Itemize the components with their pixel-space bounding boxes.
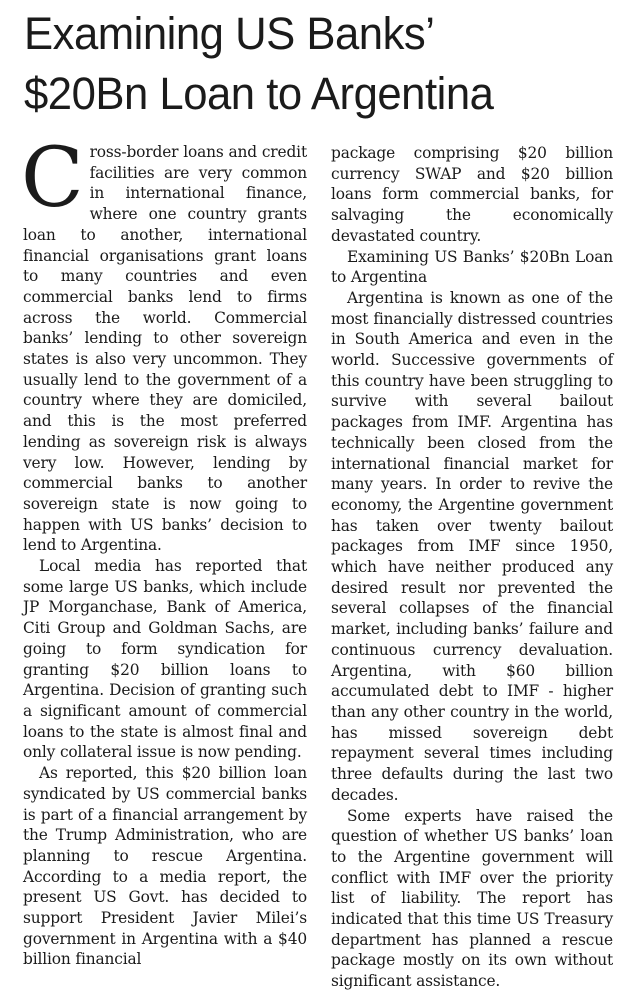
paragraph	[21, 131, 307, 556]
headline-line-1: Examining US Banks’	[24, 8, 435, 59]
headline-line-2: $20Bn Loan to Argentina	[24, 68, 494, 119]
subheading: Examining US Banks’ $20Bn Loan to Argentina	[331, 247, 613, 287]
headline	[24, 4, 596, 124]
article-column-left	[21, 131, 307, 970]
paragraph: Some experts have raised the question of whether US banks’ loan to the Argentine government will conflict with IMF over the priority list of liability. The report has indicated that this time US Treasury department has planned a rescue package mostly on its own without significant assistance.	[331, 806, 613, 991]
paragraph: Local media has reported that some large US banks, which include JP Morganchase, Bank of America, Citi Group and Goldman Sachs, are going to form syndication for granting $20 billion loans to Argentina. Decision of granting such a significant amount of commercial loans to the state is almost final and only collateral issue is now pending.	[23, 557, 307, 762]
paragraph: As reported, this $20 billion loan syndicated by US commercial banks is part of a financial arrangement by the Trump Administration, who are planning to rescue Argentina. According to a media report, the present US Govt. has decided to support President Javier Milei’s government in Argentina with a $40 billion financial	[23, 764, 307, 969]
article-column-right	[331, 143, 613, 992]
drop-cap: C	[21, 131, 84, 226]
paragraph-continued: package comprising $20 billion currency SWAP and $20 billion loans form commercial banks, for salvaging the economically devastated country.	[331, 144, 613, 245]
paragraph: Argentina is known as one of the most financially distressed countries in South America and even in the world. Successive governments of this country have been struggling to survive with several bailout packages from IMF. Argentina has technically been closed from the international financial market for many years. In order to revive the economy, the Argentine government has taken over twenty bailout packages from IMF since 1950, which have neither produced any desired result nor prevented the several collapses of the financial market, including banks’ failure and continuous currency devaluation. Argentina, with $60 billion accumulated debt to IMF - higher than any other country in the world, has missed sovereign debt repayment several times including three defaults during the last two decades.	[331, 288, 613, 804]
paragraph-text: ross-border loans and credit facilities are very common in international finance, where one country grants loan to another, international financial organisations grant loans to many countries and even commercial banks lend to firms across the world. Commercial banks’ lending to other sovereign states is also very uncommon. They usually lend to the government of a country where they are domiciled, and this is the most preferred lending as sovereign risk is always very low. However, lending by commercial banks to another sovereign state is now going to happen with US banks’ decision to lend to Argentina.	[23, 143, 307, 555]
